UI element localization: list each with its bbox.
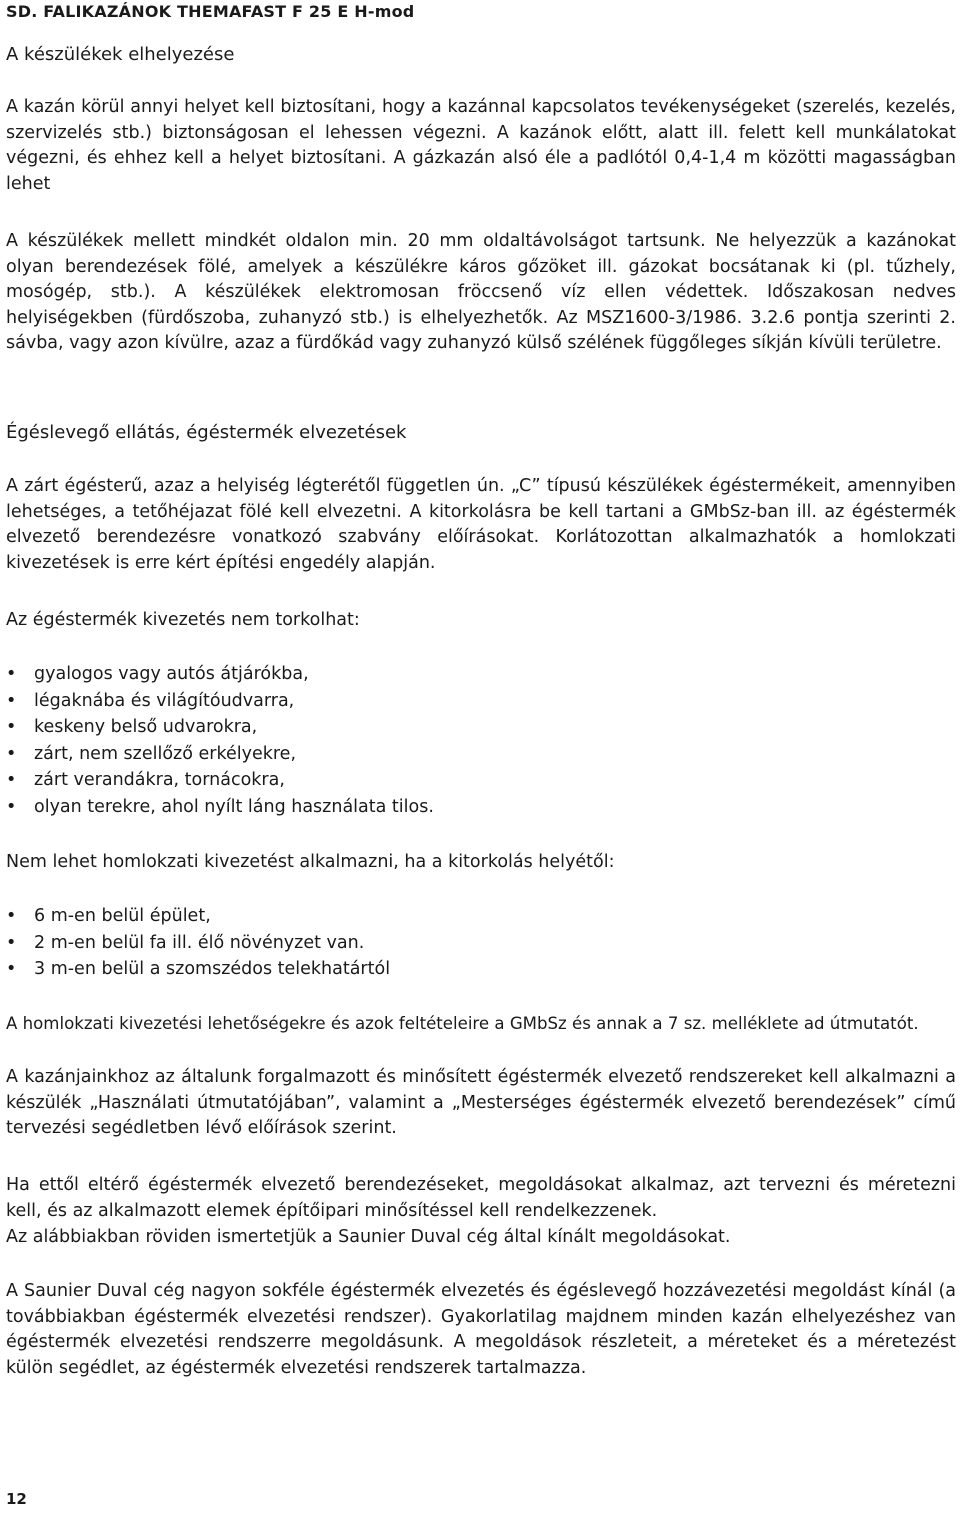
list-item: • olyan terekre, ahol nyílt láng használata tilos. <box>6 795 434 822</box>
paragraph-clearance: A kazán körül annyi helyet kell biztosítani, hogy a kazánnal kapcsolatos tevékenységeket (szerelés, kezelés, szervizelés stb.) biztonságosan el lehessen végezni. A kazánok előtt, alatt ill. felett kell munkálatokat végezni, és ehhez kell a helyet biztosítani. A gázkazán alsó éle a padlótól 0,4-1,4 m közötti magasságban lehet <box>6 97 956 194</box>
paragraph-custom-systems: Ha ettől eltérő égéstermék elvezető berendezéseket, megoldásokat alkalmaz, azt tervezni és méretezni kell, és az alkalmazott elemek építőipari minősítéssel kell rendelkezzenek. <box>6 1175 956 1221</box>
bullet-icon: • <box>6 743 17 764</box>
list-intro-not-allowed: Az égéstermék kivezetés nem torkolhat: <box>6 610 360 630</box>
list-item: • 3 m-en belül a szomszédos telekhatártól <box>6 957 390 984</box>
bullet-icon: • <box>6 664 17 684</box>
list-facade-limits <box>6 904 390 984</box>
paragraph-side-distance: A készülékek mellett mindkét oldalon min. 20 mm oldaltávolságot tartsunk. Ne helyezzük a kazánokat olyan berendezések fölé, amelyek a készülékre káros gőzöket ill. gázokat bocsátanak ki (pl. tűzhely, mosógép, stb.). A készülékek elektromosan fröccsenő víz ellen védettek. Időszakosan nedves helyiségekben (fürdőszoba, zuhanyzó stb.) is elhelyezhetők. Az MSZ1600-3/1986. 3.2.6 pontja szerinti 2. sávba, vagy azon kívülre, azaz a fürdőkád vagy zuhanyzó külső szélének függőleges síkján kívüli területre. <box>6 231 956 353</box>
list-item: • keskeny belső udvarokra, <box>6 715 434 742</box>
list-item: • zárt verandákra, tornácokra, <box>6 768 434 795</box>
list-item: • gyalogos vagy autós átjárókba, <box>6 662 434 689</box>
paragraph-gmbsz: A homlokzati kivezetési lehetőségekre és azok feltételeire a GMbSz és annak a 7 sz. melléklete ad útmutatót. <box>6 1014 919 1033</box>
document-header: SD. FALIKAZÁNOK THEMAFAST F 25 E H-mod <box>6 2 415 21</box>
list-item: • 6 m-en belül épület, <box>6 904 390 931</box>
bullet-icon: • <box>6 932 17 953</box>
section-heading-flue: Égéslevegő ellátás, égéstermék elvezetések <box>6 422 407 443</box>
paragraph-closed-combustion: A zárt égésterű, azaz a helyiség légterétől független ún. „C” típusú készülékek égéstermékeit, amennyiben lehetséges, a tetőhéjazat fölé kell elvezetni. A kitorkolásra be kell tartani a GMbSz-ban ill. az égéstermék elvezető berendezésre vonatkozó szabvány előírásokat. Korlátozottan alkalmazhatók a homlokzati kivezetések is erre kért építési engedély alapján. <box>6 476 956 573</box>
paragraph-approved-systems: A kazánjainkhoz az általunk forgalmazott és minősített égéstermék elvezető rendszereket kell alkalmazni a készülék „Használati útmutatójában”, valamint a „Mesterséges égéstermék elvezető berendezések” című tervezési segédletben lévő előírások szerint. <box>6 1067 956 1138</box>
list-not-allowed <box>6 662 434 822</box>
bullet-icon: • <box>6 770 17 791</box>
list-item: • 2 m-en belül fa ill. élő növényzet van. <box>6 931 390 958</box>
bullet-icon: • <box>6 796 17 817</box>
list-intro-facade: Nem lehet homlokzati kivezetést alkalmazni, ha a kitorkolás helyétől: <box>6 852 615 872</box>
paragraph-saunier-duval: A Saunier Duval cég nagyon sokféle égéstermék elvezetés és égéslevegő hozzávezetési megoldást kínál (a továbbiakban égéstermék elvezetési rendszer). Gyakorlatilag majdnem minden kazán elhelyezéshez van égéstermék elvezetési rendszerre megoldásunk. A megoldások részleteit, a méreteket és a méretezést külön segédlet, az égéstermék elvezetési rendszerek tartalmazza. <box>6 1281 956 1378</box>
bullet-icon: • <box>6 906 17 926</box>
list-item: • zárt, nem szellőző erkélyekre, <box>6 742 434 769</box>
paragraph-intro-solutions: Az alábbiakban röviden ismertetjük a Saunier Duval cég által kínált megoldásokat. <box>6 1227 731 1247</box>
page-number: 12 <box>6 1490 27 1508</box>
list-item: • légaknába és világítóudvarra, <box>6 689 434 716</box>
bullet-icon: • <box>6 959 17 980</box>
bullet-icon: • <box>6 690 17 711</box>
bullet-icon: • <box>6 717 17 738</box>
section-heading-placement: A készülékek elhelyezése <box>6 44 235 65</box>
